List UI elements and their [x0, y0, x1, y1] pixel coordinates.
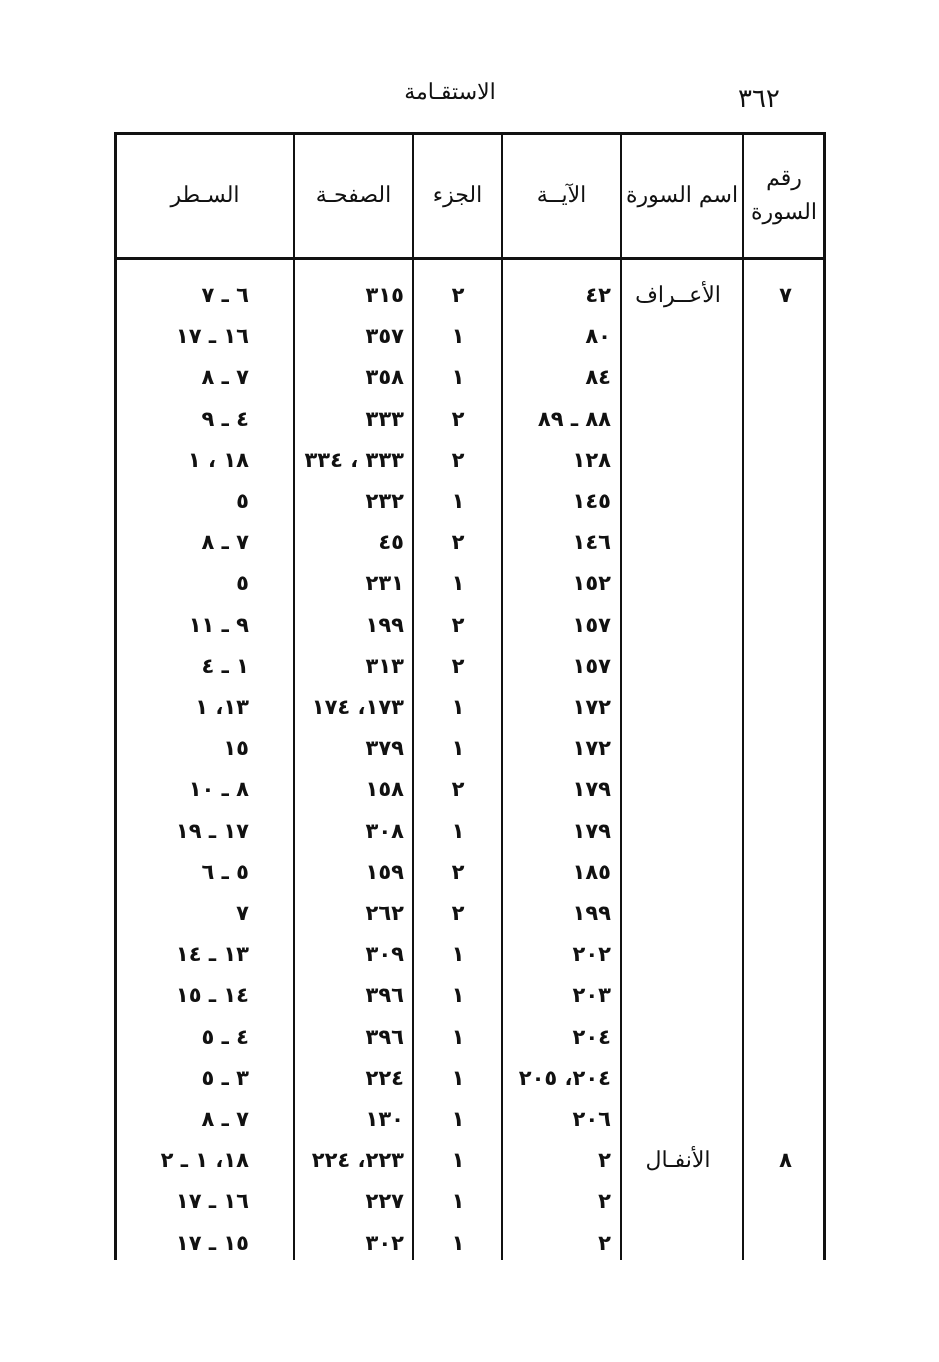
line-cell: ٤ ـ ٥: [201, 1024, 249, 1049]
running-title: الاستقـامة: [404, 80, 496, 105]
line-cell: ١٧ ـ ١٩: [175, 818, 249, 843]
ayah-cell: ١٤٥: [572, 489, 611, 513]
part-cell: ١: [451, 324, 465, 349]
table-row: [117, 811, 823, 852]
surah-name-cell: [622, 440, 734, 481]
surah-number-cell: [745, 316, 826, 357]
surah-name-cell: [622, 646, 734, 687]
line-cell: ٣ ـ ٥: [201, 1065, 249, 1090]
ayah-cell: ١٧٢: [572, 736, 611, 761]
header-surah-number-line2: السورة: [751, 200, 817, 225]
surah-number-cell: [745, 893, 826, 934]
table-row: [117, 975, 823, 1016]
line-cell: ٧: [236, 901, 249, 925]
header-surah-number-line1: رقم: [766, 166, 802, 191]
page-cell: ٢٣١: [365, 571, 404, 596]
line-cell: ١٦ ـ ١٧: [175, 324, 249, 349]
line-cell: ١٥ ـ ١٧: [175, 1230, 249, 1255]
line-cell: ٧ ـ ٨: [201, 530, 249, 555]
header-page: الصفحـة: [315, 183, 392, 208]
surah-name-cell: [622, 1099, 734, 1140]
table-row: [117, 399, 823, 440]
part-cell: ٢: [451, 283, 465, 307]
surah-number-cell: [745, 1017, 826, 1058]
surah-number-cell: ٧: [779, 283, 792, 307]
surah-number-cell: [745, 1058, 826, 1099]
surah-name-cell: [622, 357, 734, 398]
ayah-cell: ١٧٩: [572, 818, 611, 843]
page-cell: ٢٦٢: [365, 901, 404, 925]
page-cell: ٣١٥: [365, 283, 404, 307]
ayah-cell: ٤٢: [585, 283, 611, 307]
part-cell: ١: [451, 1189, 465, 1214]
surah-number-cell: [745, 563, 826, 604]
ayah-cell: ٢٠٢: [572, 942, 611, 967]
verse-index-table: [114, 132, 826, 1260]
page-cell: ٣٠٩: [365, 942, 404, 967]
line-cell: ٧ ـ ٨: [201, 1107, 249, 1131]
surah-name-cell: [622, 522, 734, 563]
surah-number-cell: [745, 357, 826, 398]
page-cell: ٣٥٨: [365, 365, 404, 390]
page-cell: ٣٩٦: [365, 983, 404, 1008]
page-cell: ١٧٣، ١٧٤: [311, 695, 404, 719]
surah-number-cell: [745, 1099, 826, 1140]
table-row: [117, 1181, 823, 1222]
page-cell: ٢٢٧: [365, 1189, 404, 1214]
surah-number-cell: [745, 852, 826, 893]
part-cell: ١: [451, 1065, 465, 1090]
line-cell: ١٤ ـ ١٥: [175, 983, 249, 1008]
surah-number-cell: [745, 646, 826, 687]
surah-name-cell: [622, 769, 734, 810]
surah-number-cell: [745, 481, 826, 522]
surah-number-cell: [745, 769, 826, 810]
table-row: [117, 481, 823, 522]
table-row: [117, 1058, 823, 1099]
ayah-cell: ٢: [598, 1148, 611, 1173]
page-cell: ٣٠٢: [365, 1230, 404, 1255]
surah-number-cell: [745, 811, 826, 852]
part-cell: ١: [451, 1107, 465, 1131]
table-row: [117, 275, 823, 316]
line-cell: ٩ ـ ١١: [188, 612, 249, 637]
surah-name-cell: [622, 811, 734, 852]
line-cell: ١٥: [223, 736, 249, 761]
part-cell: ٢: [451, 530, 465, 555]
surah-name-cell: [622, 481, 734, 522]
page-number: ٣٦٢: [738, 84, 780, 114]
ayah-cell: ١٤٦: [572, 530, 611, 555]
surah-name-cell: [622, 399, 734, 440]
header-ayah: الآيــة: [536, 183, 587, 208]
line-cell: ٤ ـ ٩: [201, 406, 249, 431]
page-cell: ٣٣٣: [365, 406, 404, 431]
ayah-cell: ١٩٩: [572, 901, 611, 925]
part-cell: ١: [451, 818, 465, 843]
header-surah-name: اسم السورة: [625, 183, 739, 208]
line-cell: ٨ ـ ١٠: [188, 777, 249, 802]
surah-name-cell: [622, 852, 734, 893]
surah-name-cell: [622, 1017, 734, 1058]
part-cell: ١: [451, 942, 465, 967]
ayah-cell: ٢: [598, 1230, 611, 1255]
line-cell: ٧ ـ ٨: [201, 365, 249, 390]
ayah-cell: ١٧٩: [572, 777, 611, 802]
part-cell: ٢: [451, 447, 465, 472]
ayah-cell: ١٧٢: [572, 695, 611, 719]
header-line: السـطر: [170, 183, 240, 208]
part-cell: ٢: [451, 859, 465, 884]
part-cell: ١: [451, 1024, 465, 1049]
part-cell: ١: [451, 736, 465, 761]
table-row: [117, 1017, 823, 1058]
surah-number-cell: [745, 1223, 826, 1264]
header-part: الجزء: [432, 183, 483, 208]
surah-number-cell: [745, 934, 826, 975]
line-cell: ٦ ـ ٧: [201, 283, 249, 307]
surah-number-cell: [745, 399, 826, 440]
line-cell: ١٨ ، ١: [187, 447, 249, 472]
table-row: [117, 646, 823, 687]
part-cell: ١: [451, 1230, 465, 1255]
ayah-cell: ١٨٥: [572, 859, 611, 884]
part-cell: ١: [451, 695, 465, 719]
surah-name-cell: [622, 1223, 734, 1264]
ayah-cell: ٢٠٤، ٢٠٥: [518, 1065, 611, 1090]
surah-name-cell: [622, 934, 734, 975]
surah-name-cell: [622, 728, 734, 769]
page-cell: ٣٩٦: [365, 1024, 404, 1049]
line-cell: ١ ـ ٤: [201, 653, 249, 678]
surah-number-cell: [745, 440, 826, 481]
ayah-cell: ١٥٧: [572, 612, 611, 637]
table-row: [117, 522, 823, 563]
part-cell: ١: [451, 365, 465, 390]
line-cell: ١٨، ١ ـ ٢: [160, 1148, 249, 1173]
page-cell: ٣٥٧: [365, 324, 404, 349]
surah-name-cell: [622, 316, 734, 357]
surah-number-cell: [745, 605, 826, 646]
part-cell: ٢: [451, 777, 465, 802]
page-cell: ٤٥: [378, 530, 404, 555]
table-row: [117, 1140, 823, 1181]
part-cell: ٢: [451, 653, 465, 678]
page-cell: ١٣٠: [365, 1107, 404, 1131]
page-cell: ١٩٩: [365, 612, 404, 637]
surah-number-cell: [745, 1181, 826, 1222]
table-row: [117, 852, 823, 893]
ayah-cell: ٢٠٤: [572, 1024, 611, 1049]
surah-name-cell: [622, 893, 734, 934]
surah-number-cell: [745, 728, 826, 769]
page-cell: ٣٠٨: [365, 818, 404, 843]
ayah-cell: ١٥٧: [572, 653, 611, 678]
page-cell: ٢٢٤: [365, 1065, 404, 1090]
line-cell: ١٦ ـ ١٧: [175, 1189, 249, 1214]
page-cell: ٣٧٩: [365, 736, 404, 761]
ayah-cell: ١٥٢: [572, 571, 611, 596]
line-cell: ٥: [236, 489, 249, 513]
header-surah-number: [744, 135, 824, 257]
ayah-cell: ٨٤: [585, 365, 611, 390]
surah-number-cell: ٨: [779, 1148, 792, 1173]
part-cell: ٢: [451, 406, 465, 431]
surah-name-cell: [622, 1058, 734, 1099]
table-row: [117, 1099, 823, 1140]
table-row: [117, 605, 823, 646]
surah-name-cell: الأعــراف: [635, 283, 721, 308]
line-cell: ٥ ـ ٦: [201, 859, 249, 884]
surah-name-cell: [622, 563, 734, 604]
ayah-cell: ٨٨ ـ ٨٩: [537, 406, 611, 431]
ayah-cell: ٢: [598, 1189, 611, 1214]
surah-number-cell: [745, 522, 826, 563]
table-row: [117, 563, 823, 604]
table-row: [117, 1223, 823, 1264]
line-cell: ١٣ ـ ١٤: [175, 942, 249, 967]
table-row: [117, 769, 823, 810]
part-cell: ١: [451, 571, 465, 596]
page-cell: ١٥٨: [365, 777, 404, 802]
surah-name-cell: [622, 605, 734, 646]
table-row: [117, 440, 823, 481]
table-row: [117, 357, 823, 398]
page-cell: ١٥٩: [365, 859, 404, 884]
table-row: [117, 934, 823, 975]
surah-number-cell: [745, 687, 826, 728]
ayah-cell: ١٢٨: [572, 447, 611, 472]
surah-name-cell: [622, 687, 734, 728]
ayah-cell: ٢٠٣: [572, 983, 611, 1008]
page-cell: ٢٢٣، ٢٢٤: [311, 1148, 404, 1173]
surah-name-cell: [622, 975, 734, 1016]
part-cell: ٢: [451, 612, 465, 637]
table-row: [117, 893, 823, 934]
line-cell: ٥: [236, 571, 249, 596]
part-cell: ٢: [451, 901, 465, 925]
table-row: [117, 687, 823, 728]
part-cell: ١: [451, 489, 465, 513]
page-cell: ٣٣٣ ، ٣٣٤: [304, 447, 404, 472]
surah-name-cell: [622, 1181, 734, 1222]
ayah-cell: ٨٠: [585, 324, 611, 349]
table-row: [117, 728, 823, 769]
part-cell: ١: [451, 983, 465, 1008]
ayah-cell: ٢٠٦: [572, 1107, 611, 1131]
header-divider: [117, 257, 823, 260]
surah-name-cell: الأنفـال: [645, 1148, 711, 1174]
page-cell: ٢٣٢: [365, 489, 404, 513]
surah-number-cell: [745, 975, 826, 1016]
table-row: [117, 316, 823, 357]
page-cell: ٣١٣: [365, 653, 404, 678]
part-cell: ١: [451, 1148, 465, 1173]
line-cell: ١٣، ١: [195, 695, 249, 719]
